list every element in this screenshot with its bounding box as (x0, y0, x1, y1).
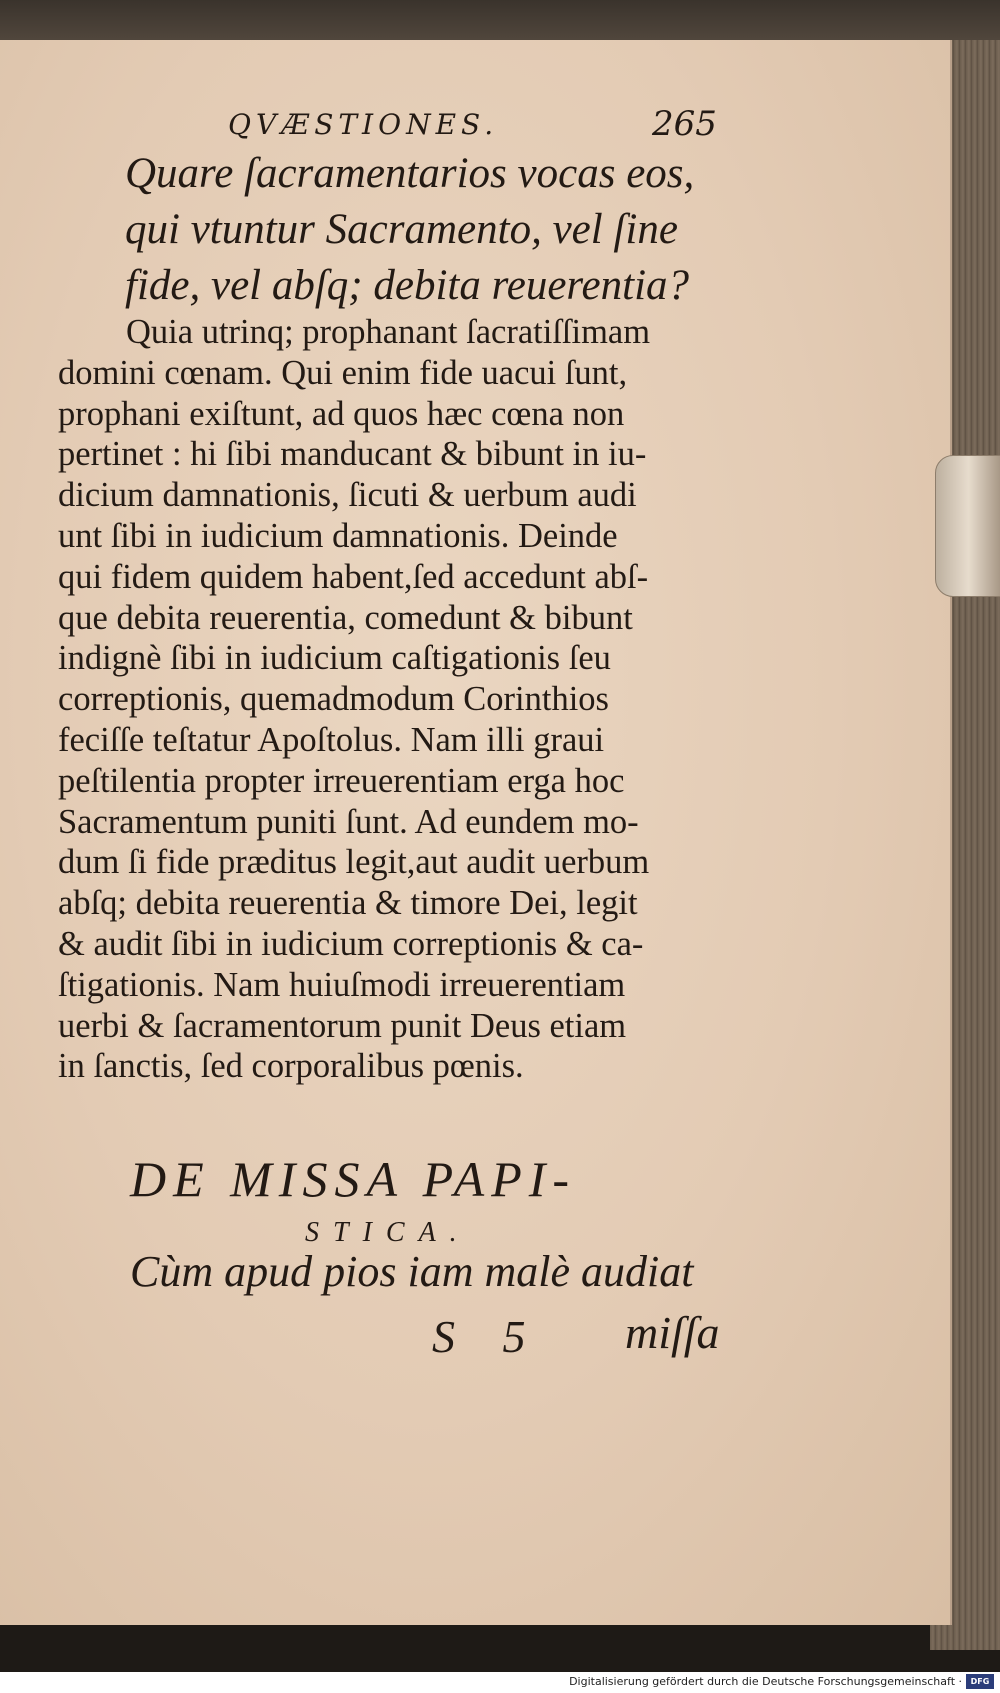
section-first-line: Cùm apud pios iam malè audiat (130, 1247, 694, 1296)
answer-paragraph (58, 312, 728, 1087)
question-line: qui vtuntur Sacramento, vel ſine (125, 206, 678, 253)
bookmark-tab (935, 455, 1000, 597)
answer-line: Sacramentum puniti ſunt. Ad eundem mo- (58, 802, 639, 841)
page-number: 265 (652, 104, 717, 144)
signature-mark: S 5 (432, 1311, 544, 1362)
answer-line: dicium damnationis, ſicuti & uerbum audi (58, 476, 637, 515)
answer-line: uerbi & ſacramentorum punit Deus etiam (58, 1006, 627, 1045)
answer-line: & audit ſibi in iudicium correptionis & ca- (58, 924, 644, 963)
answer-line: in ſanctis, ſed corporalibus pœnis. (58, 1047, 524, 1086)
answer-line: domini cœnam. Qui enim fide uacui ſunt, (58, 353, 628, 392)
running-title: QVÆSTIONES. (228, 108, 499, 141)
answer-line: correptionis, quemadmodum Corinthios (58, 680, 609, 719)
dfg-logo: DFG (966, 1674, 994, 1689)
answer-line: peſtilentia propter irreuerentiam erga hoc (58, 761, 625, 800)
question-line: fide, vel abſq; debita reuerentia? (125, 262, 690, 309)
section-title-continuation: STICA. (305, 1217, 471, 1248)
catchword: miſſa (625, 1307, 720, 1358)
answer-line: qui fidem quidem habent,ſed accedunt abſ- (58, 557, 649, 596)
answer-line: feciſſe teſtatur Apoſtolus. Nam illi graui (58, 720, 605, 759)
answer-line: prophani exiſtunt, ad quos hæc cœna non (58, 394, 625, 433)
section-title: DE MISSA PAPI- (130, 1151, 577, 1207)
answer-line: dum ſi fide prӕditus legit,aut audit uerbum (58, 843, 650, 882)
answer-line: unt ſibi in iudicium damnationis. Deinde (58, 516, 618, 555)
answer-line: abſq; debita reuerentia & timore Dei, legit (58, 884, 638, 923)
answer-line: que debita reuerentia, comedunt & bibunt (58, 598, 633, 637)
question-heading (125, 146, 725, 314)
answer-line: Quia utrinq; prophanant ſacratiſſimam (126, 313, 651, 351)
footer-credit: Digitalisierung gefördert durch die Deutsche Forschungsgemeinschaft · (569, 1675, 962, 1688)
footer-bar (0, 1672, 1000, 1693)
answer-line: ſtigationis. Nam huiuſmodi irreuerentiam (58, 965, 626, 1004)
running-head (0, 104, 1000, 148)
answer-line: indignè ſibi in iudicium caſtigationis ſeu (58, 639, 611, 678)
answer-line: pertinet : hi ſibi manducant & bibunt in iu- (58, 435, 647, 474)
question-line: Quare ſacramentarios vocas eos, (125, 150, 695, 197)
